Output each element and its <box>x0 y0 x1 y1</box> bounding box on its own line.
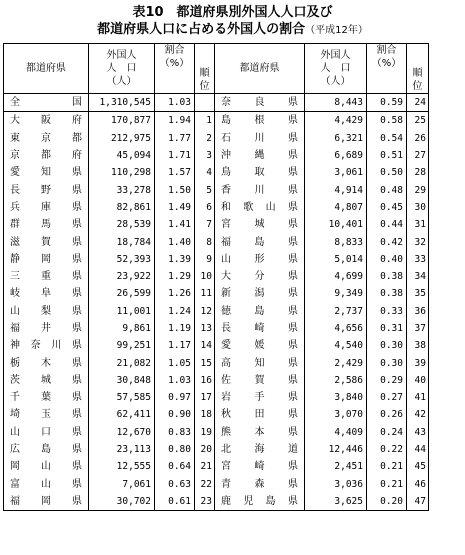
right-pop-cell: 3,070 <box>305 406 367 423</box>
right-name-cell: 大分県 <box>215 268 305 285</box>
left-name-cell: 静岡県 <box>4 251 89 268</box>
right-name-cell: 福島県 <box>215 233 305 250</box>
left-rank-cell: 15 <box>195 354 215 371</box>
title-line-2 <box>0 21 465 39</box>
left-name-cell: 三重県 <box>4 268 89 285</box>
left-ratio-cell: 1.05 <box>155 354 195 371</box>
left-rank-cell <box>195 94 215 112</box>
left-rank-cell: 6 <box>195 199 215 216</box>
left-rank-cell: 18 <box>195 406 215 423</box>
left-pop-cell: 9,861 <box>89 320 155 337</box>
left-name-cell: 山口県 <box>4 424 89 441</box>
right-pop-cell: 5,014 <box>305 251 367 268</box>
left-pop-cell: 62,411 <box>89 406 155 423</box>
left-pop-cell: 45,094 <box>89 147 155 164</box>
table-row <box>4 94 429 112</box>
left-name-cell: 富山県 <box>4 476 89 493</box>
left-name-cell: 東京都 <box>4 130 89 147</box>
left-name-cell: 福岡県 <box>4 493 89 511</box>
right-pop-cell: 4,807 <box>305 199 367 216</box>
right-name-cell: 佐賀県 <box>215 372 305 389</box>
header-pref-right: 都道府県 <box>215 44 305 94</box>
right-pop-cell: 2,451 <box>305 458 367 475</box>
right-ratio-cell: 0.40 <box>367 251 407 268</box>
right-pop-cell: 8,443 <box>305 94 367 112</box>
left-name-cell: 大阪府 <box>4 112 89 130</box>
right-rank-cell: 39 <box>407 354 429 371</box>
table-row <box>4 320 429 337</box>
left-name-cell: 千葉県 <box>4 389 89 406</box>
right-pop-cell: 10,401 <box>305 216 367 233</box>
right-name-cell: 徳島県 <box>215 303 305 320</box>
header-ratio-right: 割合 （%） <box>367 44 407 94</box>
right-name-cell: 山形県 <box>215 251 305 268</box>
left-pop-cell: 23,922 <box>89 268 155 285</box>
left-pop-cell: 57,585 <box>89 389 155 406</box>
left-pop-cell: 12,555 <box>89 458 155 475</box>
right-rank-cell: 24 <box>407 94 429 112</box>
left-ratio-cell: 0.63 <box>155 476 195 493</box>
left-ratio-cell: 0.90 <box>155 406 195 423</box>
table-row <box>4 406 429 423</box>
right-name-cell: 鹿児島県 <box>215 493 305 511</box>
right-rank-cell: 27 <box>407 147 429 164</box>
left-name-cell: 群馬県 <box>4 216 89 233</box>
right-rank-cell: 37 <box>407 320 429 337</box>
left-rank-cell: 19 <box>195 424 215 441</box>
left-rank-cell: 10 <box>195 268 215 285</box>
table-row <box>4 164 429 181</box>
table-row <box>4 216 429 233</box>
left-ratio-cell: 1.39 <box>155 251 195 268</box>
right-ratio-cell: 0.45 <box>367 199 407 216</box>
left-rank-cell: 11 <box>195 285 215 302</box>
table-body <box>4 94 429 511</box>
right-ratio-cell: 0.21 <box>367 476 407 493</box>
right-name-cell: 愛媛県 <box>215 337 305 354</box>
left-pop-cell: 26,599 <box>89 285 155 302</box>
right-pop-cell: 2,586 <box>305 372 367 389</box>
right-pop-cell: 4,409 <box>305 424 367 441</box>
right-name-cell: 高知県 <box>215 354 305 371</box>
left-pop-cell: 170,877 <box>89 112 155 130</box>
right-name-cell: 岩手県 <box>215 389 305 406</box>
right-pop-cell: 4,540 <box>305 337 367 354</box>
left-name-cell: 福井県 <box>4 320 89 337</box>
left-name-cell: 岐阜県 <box>4 285 89 302</box>
left-pop-cell: 7,061 <box>89 476 155 493</box>
right-name-cell: 鳥取県 <box>215 164 305 181</box>
left-ratio-cell: 0.64 <box>155 458 195 475</box>
left-rank-cell: 16 <box>195 372 215 389</box>
right-rank-cell: 30 <box>407 199 429 216</box>
right-name-cell: 沖縄県 <box>215 147 305 164</box>
right-name-cell: 香川県 <box>215 181 305 198</box>
left-pop-cell: 21,082 <box>89 354 155 371</box>
left-name-cell: 茨城県 <box>4 372 89 389</box>
table-row <box>4 493 429 511</box>
left-pop-cell: 30,702 <box>89 493 155 511</box>
right-ratio-cell: 0.20 <box>367 493 407 511</box>
right-ratio-cell: 0.48 <box>367 181 407 198</box>
left-pop-cell: 23,113 <box>89 441 155 458</box>
left-rank-cell: 2 <box>195 130 215 147</box>
right-name-cell: 青森県 <box>215 476 305 493</box>
left-pop-cell: 18,784 <box>89 233 155 250</box>
left-ratio-cell: 1.41 <box>155 216 195 233</box>
left-ratio-cell: 1.57 <box>155 164 195 181</box>
right-ratio-cell: 0.44 <box>367 216 407 233</box>
table-row <box>4 441 429 458</box>
left-pop-cell: 33,278 <box>89 181 155 198</box>
table-row <box>4 130 429 147</box>
table-row <box>4 458 429 475</box>
left-ratio-cell: 1.71 <box>155 147 195 164</box>
left-ratio-cell: 1.19 <box>155 320 195 337</box>
left-ratio-cell: 1.24 <box>155 303 195 320</box>
right-ratio-cell: 0.30 <box>367 337 407 354</box>
table-row <box>4 233 429 250</box>
right-pop-cell: 9,349 <box>305 285 367 302</box>
left-rank-cell: 7 <box>195 216 215 233</box>
left-ratio-cell: 0.83 <box>155 424 195 441</box>
right-pop-cell: 4,699 <box>305 268 367 285</box>
right-ratio-cell: 0.31 <box>367 320 407 337</box>
right-rank-cell: 33 <box>407 251 429 268</box>
left-name-cell: 全国 <box>4 94 89 112</box>
right-rank-cell: 36 <box>407 303 429 320</box>
right-pop-cell: 4,429 <box>305 112 367 130</box>
left-pop-cell: 12,670 <box>89 424 155 441</box>
table-row <box>4 181 429 198</box>
left-name-cell: 兵庫県 <box>4 199 89 216</box>
right-pop-cell: 3,036 <box>305 476 367 493</box>
left-pop-cell: 52,393 <box>89 251 155 268</box>
right-rank-cell: 45 <box>407 458 429 475</box>
title-line-2-text: 都道府県人口に占める外国人の割合 <box>97 22 306 37</box>
right-name-cell: 島根県 <box>215 112 305 130</box>
left-ratio-cell: 1.03 <box>155 372 195 389</box>
right-ratio-cell: 0.38 <box>367 268 407 285</box>
right-ratio-cell: 0.22 <box>367 441 407 458</box>
left-name-cell: 長野県 <box>4 181 89 198</box>
left-ratio-cell: 0.80 <box>155 441 195 458</box>
right-ratio-cell: 0.27 <box>367 389 407 406</box>
right-name-cell: 長崎県 <box>215 320 305 337</box>
left-ratio-cell: 1.94 <box>155 112 195 130</box>
right-ratio-cell: 0.33 <box>367 303 407 320</box>
right-pop-cell: 4,914 <box>305 181 367 198</box>
table-row <box>4 199 429 216</box>
right-rank-cell: 41 <box>407 389 429 406</box>
right-pop-cell: 12,446 <box>305 441 367 458</box>
left-ratio-cell: 0.61 <box>155 493 195 511</box>
table-row <box>4 268 429 285</box>
left-ratio-cell: 1.03 <box>155 94 195 112</box>
left-name-cell: 広島県 <box>4 441 89 458</box>
left-name-cell: 京都府 <box>4 147 89 164</box>
right-pop-cell: 3,061 <box>305 164 367 181</box>
left-name-cell: 神奈川県 <box>4 337 89 354</box>
left-name-cell: 山梨県 <box>4 303 89 320</box>
table-row <box>4 112 429 130</box>
table-row <box>4 337 429 354</box>
left-rank-cell: 3 <box>195 147 215 164</box>
header-pop-right: 外国人 人 口 （人） <box>305 44 367 94</box>
right-ratio-cell: 0.50 <box>367 164 407 181</box>
right-rank-cell: 25 <box>407 112 429 130</box>
left-rank-cell: 21 <box>195 458 215 475</box>
left-name-cell: 埼玉県 <box>4 406 89 423</box>
right-name-cell: 新潟県 <box>215 285 305 302</box>
table-row <box>4 147 429 164</box>
right-rank-cell: 42 <box>407 406 429 423</box>
right-name-cell: 奈良県 <box>215 94 305 112</box>
left-rank-cell: 23 <box>195 493 215 511</box>
left-pop-cell: 30,848 <box>89 372 155 389</box>
title-line-1: 表10 都道府県別外国人人口及び <box>132 5 333 20</box>
left-pop-cell: 212,975 <box>89 130 155 147</box>
right-ratio-cell: 0.59 <box>367 94 407 112</box>
left-ratio-cell: 0.97 <box>155 389 195 406</box>
left-rank-cell: 17 <box>195 389 215 406</box>
right-ratio-cell: 0.42 <box>367 233 407 250</box>
right-ratio-cell: 0.30 <box>367 354 407 371</box>
title-note: （平成12年） <box>305 25 368 36</box>
right-rank-cell: 38 <box>407 337 429 354</box>
table-row <box>4 424 429 441</box>
left-rank-cell: 9 <box>195 251 215 268</box>
right-rank-cell: 28 <box>407 164 429 181</box>
right-name-cell: 熊本県 <box>215 424 305 441</box>
right-ratio-cell: 0.21 <box>367 458 407 475</box>
right-ratio-cell: 0.38 <box>367 285 407 302</box>
left-ratio-cell: 1.50 <box>155 181 195 198</box>
left-ratio-cell: 1.49 <box>155 199 195 216</box>
left-rank-cell: 14 <box>195 337 215 354</box>
right-rank-cell: 43 <box>407 424 429 441</box>
left-rank-cell: 22 <box>195 476 215 493</box>
right-ratio-cell: 0.58 <box>367 112 407 130</box>
table-row <box>4 303 429 320</box>
left-ratio-cell: 1.40 <box>155 233 195 250</box>
left-ratio-cell: 1.77 <box>155 130 195 147</box>
left-rank-cell: 20 <box>195 441 215 458</box>
right-name-cell: 宮崎県 <box>215 458 305 475</box>
left-name-cell: 滋賀県 <box>4 233 89 250</box>
right-ratio-cell: 0.54 <box>367 130 407 147</box>
right-name-cell: 北海道 <box>215 441 305 458</box>
right-rank-cell: 35 <box>407 285 429 302</box>
right-name-cell: 秋田県 <box>215 406 305 423</box>
left-pop-cell: 1,310,545 <box>89 94 155 112</box>
left-name-cell: 栃木県 <box>4 354 89 371</box>
table-row <box>4 251 429 268</box>
left-rank-cell: 13 <box>195 320 215 337</box>
table-row <box>4 354 429 371</box>
right-ratio-cell: 0.51 <box>367 147 407 164</box>
right-rank-cell: 40 <box>407 372 429 389</box>
right-name-cell: 石川県 <box>215 130 305 147</box>
left-rank-cell: 1 <box>195 112 215 130</box>
left-name-cell: 愛知県 <box>4 164 89 181</box>
right-rank-cell: 34 <box>407 268 429 285</box>
right-pop-cell: 4,656 <box>305 320 367 337</box>
right-pop-cell: 3,840 <box>305 389 367 406</box>
right-rank-cell: 29 <box>407 181 429 198</box>
right-pop-cell: 3,625 <box>305 493 367 511</box>
right-name-cell: 和歌山県 <box>215 199 305 216</box>
right-pop-cell: 6,321 <box>305 130 367 147</box>
right-ratio-cell: 0.29 <box>367 372 407 389</box>
left-pop-cell: 11,001 <box>89 303 155 320</box>
right-ratio-cell: 0.24 <box>367 424 407 441</box>
right-rank-cell: 26 <box>407 130 429 147</box>
right-rank-cell: 31 <box>407 216 429 233</box>
table-row <box>4 476 429 493</box>
table-row <box>4 285 429 302</box>
header-ratio-left: 割合 （%） <box>155 44 195 94</box>
left-pop-cell: 99,251 <box>89 337 155 354</box>
foreign-population-table <box>3 43 429 511</box>
left-ratio-cell: 1.29 <box>155 268 195 285</box>
left-ratio-cell: 1.17 <box>155 337 195 354</box>
table-row <box>4 389 429 406</box>
right-pop-cell: 6,689 <box>305 147 367 164</box>
header-rank-left: 順 位 <box>195 44 215 94</box>
left-rank-cell: 5 <box>195 181 215 198</box>
header-pref-left: 都道府県 <box>4 44 89 94</box>
right-pop-cell: 2,429 <box>305 354 367 371</box>
right-rank-cell: 46 <box>407 476 429 493</box>
table-row <box>4 372 429 389</box>
table-title <box>0 4 465 39</box>
right-rank-cell: 44 <box>407 441 429 458</box>
header-pop-left: 外国人 人 口 （人） <box>89 44 155 94</box>
left-name-cell: 岡山県 <box>4 458 89 475</box>
left-pop-cell: 82,861 <box>89 199 155 216</box>
right-rank-cell: 47 <box>407 493 429 511</box>
left-rank-cell: 4 <box>195 164 215 181</box>
left-rank-cell: 8 <box>195 233 215 250</box>
right-pop-cell: 2,737 <box>305 303 367 320</box>
left-pop-cell: 28,539 <box>89 216 155 233</box>
right-name-cell: 宮城県 <box>215 216 305 233</box>
left-ratio-cell: 1.26 <box>155 285 195 302</box>
right-ratio-cell: 0.26 <box>367 406 407 423</box>
left-rank-cell: 12 <box>195 303 215 320</box>
header-rank-right: 順 位 <box>407 44 429 94</box>
right-rank-cell: 32 <box>407 233 429 250</box>
left-pop-cell: 110,298 <box>89 164 155 181</box>
right-pop-cell: 8,833 <box>305 233 367 250</box>
